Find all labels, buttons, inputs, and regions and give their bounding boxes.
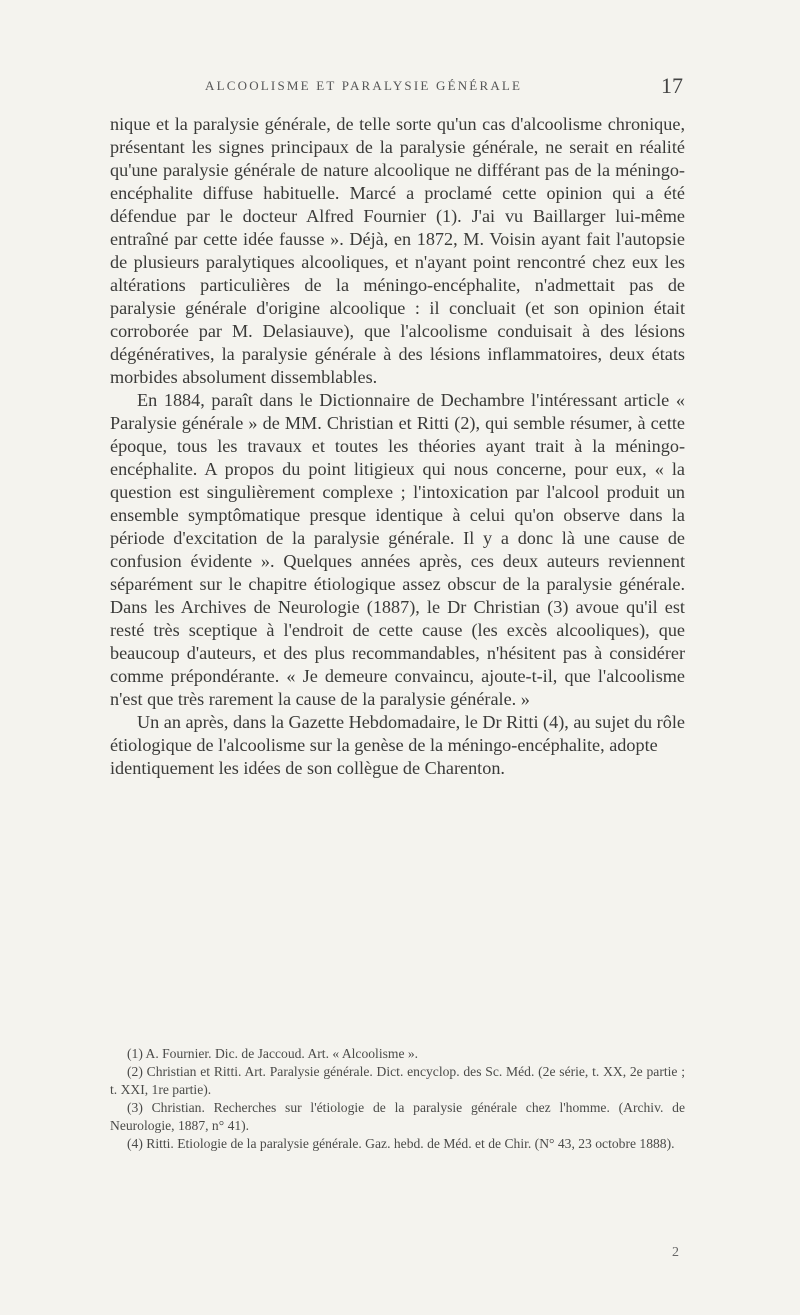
footnote: (1) A. Fournier. Dic. de Jaccoud. Art. « Alcoolisme ». [127,1046,419,1061]
signature-mark: 2 [672,1245,679,1260]
footnotes [110,1045,685,1153]
paragraph: En 1884, paraît dans le Dictionnaire de Dechambre l'intéressant article « Paralysie générale » de MM. Christian et Ritti (2), qui semble résumer, à cette époque, tous les travaux et toutes les théories ayant trait à la méningo-encéphalite. A propos du point litigieux qui nous concerne, pour eux, « la question est singulièrement complexe ; l'intoxication par l'alcool produit un ensemble symptômatique presque identique à celui qu'on observe dans la période d'excitation de la paralysie générale. Il y a donc là une cause de confusion évidente ». Quelques années après, ces deux auteurs reviennent séparément sur le chapitre étiologique assez obscur de la paralysie générale. Dans les Archives de Neurologie (1887), le Dr Christian (3) avoue qu'il est resté très sceptique à l'endroit de cette cause (les excès alcooliques), que beaucoup d'auteurs, et des plus recommandables, n'hésitent pas à considérer comme prépondérante. « Je demeure convaincu, ajoute-t-il, que l'alcoolisme n'est que très rarement la cause de la paralysie générale. » [110,390,685,709]
footnote: (4) Ritti. Etiologie de la paralysie générale. Gaz. hebd. de Méd. et de Chir. (N° 43, 23 octobre 1888). [127,1136,675,1151]
page-number: 17 [661,73,683,98]
footnote: (3) Christian. Recherches sur l'étiologie de la paralysie générale chez l'homme. (Archiv. de Neurologie, 1887, n° 41). [110,1100,685,1133]
paragraph: nique et la paralysie générale, de telle sorte qu'un cas d'alcoolisme chronique, présentant les signes principaux de la paralysie générale, ne serait en réalité qu'une paralysie générale de nature alcoolique ne différant pas de la méningo-encéphalite diffuse habituelle. Marcé a proclamé cette opinion qui a été défendue par le docteur Alfred Fournier (1). J'ai vu Baillarger lui-même entraîné par cette idée fausse ». Déjà, en 1872, M. Voisin ayant fait l'autopsie de plusieurs paralytiques alcooliques, et n'ayant point rencontré chez eux les altérations particulières de la méningo-encéphalite, n'admettait pas de paralysie générale d'origine alcoolique : il concluait (et son opinion était corroborée par M. Delasiauve), que l'alcoolisme conduisait à des lésions dégénératives, la paralysie générale à des lésions inflammatoires, deux états morbides absolument dissemblables. [110,114,685,387]
running-title: ALCOOLISME ET PARALYSIE GÉNÉRALE [205,78,523,93]
paragraph: Un an après, dans la Gazette Hebdomadaire, le Dr Ritti (4), au sujet du rôle étiologique de l'alcoolisme sur la genèse de la méningo-encéphalite, adopte identiquement les idées de son collègue de Charenton. [110,712,685,778]
footnote: (2) Christian et Ritti. Art. Paralysie générale. Dict. encyclop. des Sc. Méd. (2e série, t. XX, 2e partie ; t. XXI, 1re partie). [110,1064,685,1097]
body-text [110,113,685,780]
running-head [0,73,800,100]
